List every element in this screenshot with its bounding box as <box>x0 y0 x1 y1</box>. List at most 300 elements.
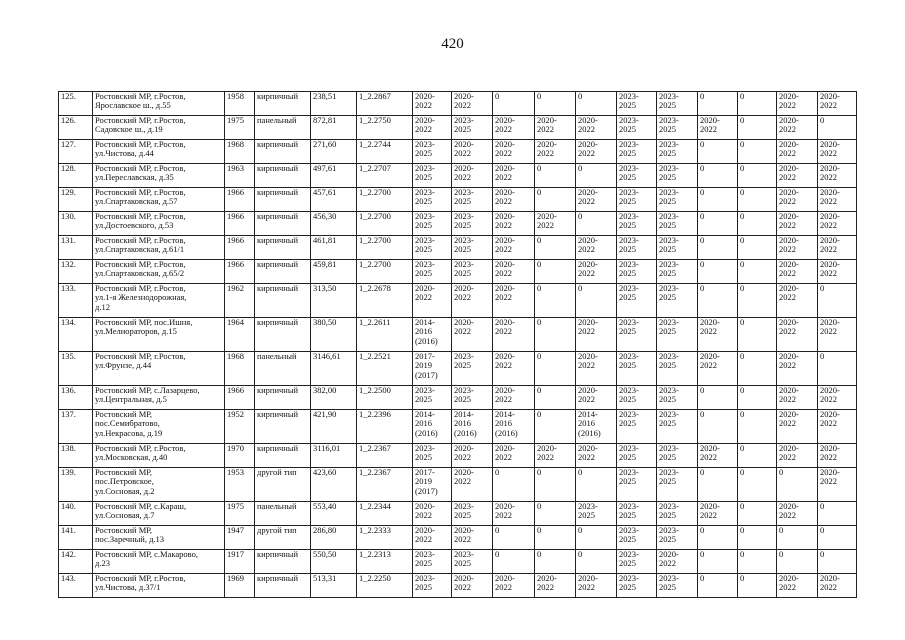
table-row <box>59 140 857 164</box>
table-cell: 2023- 2025 <box>452 212 493 236</box>
table-cell: панельный <box>255 116 311 140</box>
table-cell: 0 <box>576 284 617 318</box>
table-cell: 421,90 <box>311 410 357 444</box>
page-number: 420 <box>441 36 464 52</box>
table-cell: 2023- 2025 <box>617 164 657 188</box>
table-cell: 2020- 2022 <box>413 502 452 526</box>
table-cell: 1947 <box>225 526 255 550</box>
table-cell: 2023- 2025 <box>617 526 657 550</box>
table-cell: 2020- 2022 <box>698 352 738 386</box>
table-cell: 2023- 2025 <box>657 574 698 598</box>
table-cell: 1_2.2367 <box>357 468 413 502</box>
table-cell: 136. <box>59 386 93 410</box>
table-cell: 127. <box>59 140 93 164</box>
table-cell: 2020- 2022 <box>818 410 857 444</box>
table-cell: 0 <box>535 410 576 444</box>
table-cell: Ростовский МР, г.Ростов, ул.Чистова, д.44 <box>93 140 225 164</box>
table-cell: 382,00 <box>311 386 357 410</box>
table-cell: 2020- 2022 <box>576 188 617 212</box>
table-cell: 1_2.2367 <box>357 444 413 468</box>
table-cell: 2020- 2022 <box>413 284 452 318</box>
table-cell: 137. <box>59 410 93 444</box>
table-cell: 2014- 2016 (2016) <box>493 410 535 444</box>
table-cell: 2020- 2022 <box>777 140 818 164</box>
table-cell: 2020- 2022 <box>413 92 452 116</box>
table-cell: 2020- 2022 <box>777 352 818 386</box>
table-cell: 2020- 2022 <box>493 236 535 260</box>
table-cell: кирпичный <box>255 236 311 260</box>
table-cell: другой тип <box>255 526 311 550</box>
table-cell: 0 <box>738 550 777 574</box>
table-cell: Ростовский МР, г.Ростов, ул.Спартаковская, д.57 <box>93 188 225 212</box>
table-cell: 286,80 <box>311 526 357 550</box>
table-cell: 2020- 2022 <box>493 116 535 140</box>
table-cell: 0 <box>818 284 857 318</box>
table-cell: 2023- 2025 <box>452 386 493 410</box>
table-cell: 0 <box>576 550 617 574</box>
table-cell: 1964 <box>225 318 255 352</box>
table-cell: 2023- 2025 <box>617 574 657 598</box>
table-cell: 313,50 <box>311 284 357 318</box>
table-cell: 2023- 2025 <box>576 502 617 526</box>
table-cell: 1966 <box>225 212 255 236</box>
table-cell: 0 <box>576 212 617 236</box>
table-cell: кирпичный <box>255 92 311 116</box>
table-cell: 1917 <box>225 550 255 574</box>
table-cell: 125. <box>59 92 93 116</box>
table-cell: 1966 <box>225 188 255 212</box>
table-cell: 2020- 2022 <box>777 502 818 526</box>
table-cell: 2014- 2016 (2016) <box>576 410 617 444</box>
table-cell: 133. <box>59 284 93 318</box>
table-cell: Ростовский МР, г.Ростов, ул.Чистова, д.37/1 <box>93 574 225 598</box>
table-cell: кирпичный <box>255 550 311 574</box>
table-cell: 0 <box>576 164 617 188</box>
table-row <box>59 92 857 116</box>
table-cell: 2014- 2016 (2016) <box>413 318 452 352</box>
table-cell: 0 <box>818 550 857 574</box>
table-cell: 0 <box>777 526 818 550</box>
table-cell: 130. <box>59 212 93 236</box>
table-cell: 2020- 2022 <box>818 574 857 598</box>
table-cell: 0 <box>535 164 576 188</box>
table-row <box>59 502 857 526</box>
table-cell: 0 <box>535 318 576 352</box>
table-cell: 2020- 2022 <box>818 386 857 410</box>
table-body <box>59 92 857 598</box>
table-cell: 0 <box>818 116 857 140</box>
table-cell: Ростовский МР, г.Ростов, ул.Спартаковская, д.65/2 <box>93 260 225 284</box>
table-cell: 2023- 2025 <box>413 236 452 260</box>
table-cell: 2020- 2022 <box>818 140 857 164</box>
table-row <box>59 386 857 410</box>
table-cell: кирпичный <box>255 212 311 236</box>
table-cell: 2020- 2022 <box>777 410 818 444</box>
table-cell: 2020- 2022 <box>818 468 857 502</box>
table-cell: 0 <box>738 410 777 444</box>
table-cell: кирпичный <box>255 260 311 284</box>
table-cell: 2020- 2022 <box>493 284 535 318</box>
table-cell: 0 <box>738 164 777 188</box>
table-cell: 0 <box>818 502 857 526</box>
table-cell: 2023- 2025 <box>452 502 493 526</box>
table-cell: 0 <box>738 502 777 526</box>
table-cell: 2023- 2025 <box>657 284 698 318</box>
table-cell: 2020- 2022 <box>493 444 535 468</box>
table-cell: 2020- 2022 <box>818 318 857 352</box>
table-cell: 553,40 <box>311 502 357 526</box>
table-cell: 0 <box>535 188 576 212</box>
table-cell: 3146,61 <box>311 352 357 386</box>
table-cell: 2020- 2022 <box>452 140 493 164</box>
table-cell: 0 <box>698 140 738 164</box>
table-cell: 1_2.2313 <box>357 550 413 574</box>
table-row <box>59 318 857 352</box>
table-cell: 2020- 2022 <box>493 502 535 526</box>
table-cell: 0 <box>818 352 857 386</box>
table-cell: 0 <box>535 352 576 386</box>
table-cell: 2023- 2025 <box>657 260 698 284</box>
table-cell: 2020- 2022 <box>818 212 857 236</box>
table-cell: 2020- 2022 <box>535 574 576 598</box>
table-cell: 0 <box>738 116 777 140</box>
table-cell: 139. <box>59 468 93 502</box>
table-cell: 0 <box>493 468 535 502</box>
table-cell: 2020- 2022 <box>777 260 818 284</box>
table-cell: 457,61 <box>311 188 357 212</box>
table-cell: 2023- 2025 <box>452 236 493 260</box>
table-cell: 0 <box>535 260 576 284</box>
table-cell: 141. <box>59 526 93 550</box>
table-cell: 3116,01 <box>311 444 357 468</box>
table-cell: 550,50 <box>311 550 357 574</box>
table-cell: 2023- 2025 <box>657 468 698 502</box>
table-cell: 2017- 2019 (2017) <box>413 468 452 502</box>
table-row <box>59 116 857 140</box>
table-cell: 0 <box>698 386 738 410</box>
table-cell: 2020- 2022 <box>657 550 698 574</box>
table-cell: 0 <box>698 188 738 212</box>
table-cell: 2023- 2025 <box>617 236 657 260</box>
table-cell: 2023- 2025 <box>617 502 657 526</box>
table-cell: 0 <box>493 526 535 550</box>
table-cell: 2023- 2025 <box>413 386 452 410</box>
table-cell: 459,81 <box>311 260 357 284</box>
table-cell: Ростовский МР, с.Караш, ул.Сосновая, д.7 <box>93 502 225 526</box>
table-cell: Ростовский МР, г.Ростов, ул.Переславская, д.35 <box>93 164 225 188</box>
table-cell: Ростовский МР, с.Макарово, д.23 <box>93 550 225 574</box>
table-cell: 872,81 <box>311 116 357 140</box>
table-cell: 1_2.2744 <box>357 140 413 164</box>
table-cell: 2020- 2022 <box>452 574 493 598</box>
table-cell: 1963 <box>225 164 255 188</box>
table-cell: 2023- 2025 <box>413 140 452 164</box>
table-cell: 0 <box>535 284 576 318</box>
table-cell: 238,51 <box>311 92 357 116</box>
table-cell: 2020- 2022 <box>818 444 857 468</box>
table-cell: 497,61 <box>311 164 357 188</box>
table-cell: кирпичный <box>255 386 311 410</box>
table-row <box>59 352 857 386</box>
table-cell: 2023- 2025 <box>657 92 698 116</box>
table-cell: панельный <box>255 352 311 386</box>
table-cell: Ростовский МР, г.Ростов, ул.Фрунзе, д.44 <box>93 352 225 386</box>
table-cell: 1_2.2333 <box>357 526 413 550</box>
table-cell: 2020- 2022 <box>576 444 617 468</box>
table-cell: 2020- 2022 <box>452 164 493 188</box>
table-cell: 0 <box>698 236 738 260</box>
table-cell: 1_2.2867 <box>357 92 413 116</box>
table-cell: 2023- 2025 <box>657 318 698 352</box>
table-cell: 1953 <box>225 468 255 502</box>
table-cell: 2020- 2022 <box>576 352 617 386</box>
table-cell: 1962 <box>225 284 255 318</box>
table-cell: 0 <box>738 468 777 502</box>
table-cell: 2020- 2022 <box>698 444 738 468</box>
table-cell: 0 <box>738 236 777 260</box>
table-cell: 2023- 2025 <box>413 212 452 236</box>
table-cell: 2014- 2016 (2016) <box>413 410 452 444</box>
table-cell: 2023- 2025 <box>617 352 657 386</box>
table-cell: 1966 <box>225 236 255 260</box>
table-cell: 2023- 2025 <box>452 116 493 140</box>
table-cell: кирпичный <box>255 188 311 212</box>
table-cell: кирпичный <box>255 284 311 318</box>
table-cell: 2017- 2019 (2017) <box>413 352 452 386</box>
table-cell: 2023- 2025 <box>617 410 657 444</box>
table-row <box>59 444 857 468</box>
table-cell: 0 <box>535 502 576 526</box>
table-cell: 2023- 2025 <box>413 444 452 468</box>
table-cell: 1_2.2396 <box>357 410 413 444</box>
table-cell: 2023- 2025 <box>413 574 452 598</box>
table-cell: 2020- 2022 <box>777 116 818 140</box>
table-cell: 2020- 2022 <box>493 260 535 284</box>
table-cell: 1958 <box>225 92 255 116</box>
table-cell: 2020- 2022 <box>818 260 857 284</box>
table-cell: 0 <box>777 550 818 574</box>
table-cell: 0 <box>698 468 738 502</box>
table-cell: 2020- 2022 <box>493 318 535 352</box>
table-cell: 0 <box>535 386 576 410</box>
housing-table <box>58 91 857 598</box>
table-cell: 143. <box>59 574 93 598</box>
table-cell: 456,30 <box>311 212 357 236</box>
table-cell: Ростовский МР, г.Ростов, ул.Спартаковская, д.61/1 <box>93 236 225 260</box>
table-cell: 2020- 2022 <box>493 140 535 164</box>
table-cell: 2020- 2022 <box>452 92 493 116</box>
table-cell: 1_2.2250 <box>357 574 413 598</box>
table-cell: 1_2.2700 <box>357 188 413 212</box>
table-cell: 0 <box>698 260 738 284</box>
table-cell: 0 <box>535 468 576 502</box>
table-cell: 2023- 2025 <box>617 550 657 574</box>
table-cell: 0 <box>698 212 738 236</box>
table-cell: 2020- 2022 <box>818 92 857 116</box>
table-cell: 2023- 2025 <box>452 550 493 574</box>
table-row <box>59 260 857 284</box>
table-cell: 2014- 2016 (2016) <box>452 410 493 444</box>
table-cell: Ростовский МР, пос.Ишня, ул.Мелиораторов, д.15 <box>93 318 225 352</box>
table-cell: Ростовский МР, г.Ростов, Садовское ш., д.19 <box>93 116 225 140</box>
table-cell: 1975 <box>225 502 255 526</box>
table-row <box>59 164 857 188</box>
table-cell: 2020- 2022 <box>576 386 617 410</box>
table-cell: другой тип <box>255 468 311 502</box>
table-cell: 2020- 2022 <box>452 318 493 352</box>
table-cell: 0 <box>576 92 617 116</box>
table-cell: 2023- 2025 <box>617 386 657 410</box>
table-cell: 2023- 2025 <box>657 410 698 444</box>
table-cell: 138. <box>59 444 93 468</box>
table-cell: 1_2.2707 <box>357 164 413 188</box>
table-cell: 0 <box>493 92 535 116</box>
table-cell: 1_2.2611 <box>357 318 413 352</box>
table-cell: 2023- 2025 <box>657 444 698 468</box>
table-cell: 2020- 2022 <box>452 444 493 468</box>
table-cell: 2020- 2022 <box>818 188 857 212</box>
table-cell: Ростовский МР, пос.Семибратово, ул.Некрасова, д.19 <box>93 410 225 444</box>
table-row <box>59 284 857 318</box>
table-cell: панельный <box>255 502 311 526</box>
table-cell: Ростовский МР, г.Ростов, ул.Московская, д.40 <box>93 444 225 468</box>
table-cell: 2020- 2022 <box>413 526 452 550</box>
table-cell: 2020- 2022 <box>452 468 493 502</box>
table-cell: 1975 <box>225 116 255 140</box>
table-cell: 271,60 <box>311 140 357 164</box>
table-cell: 2020- 2022 <box>493 188 535 212</box>
table-cell: 0 <box>535 92 576 116</box>
table-cell: 2023- 2025 <box>617 212 657 236</box>
table-cell: 2023- 2025 <box>657 164 698 188</box>
table-cell: кирпичный <box>255 444 311 468</box>
table-cell: Ростовский МР, пос.Петровское, ул.Сосновая, д.2 <box>93 468 225 502</box>
table-cell: 1_2.2344 <box>357 502 413 526</box>
table-cell: 2020- 2022 <box>576 574 617 598</box>
table-cell: 0 <box>576 468 617 502</box>
table-cell: 2023- 2025 <box>657 188 698 212</box>
table-cell: 0 <box>698 92 738 116</box>
table-cell: 2023- 2025 <box>657 212 698 236</box>
table-cell: 2023- 2025 <box>452 188 493 212</box>
table-cell: 2020- 2022 <box>818 236 857 260</box>
table-cell: 2023- 2025 <box>657 140 698 164</box>
table-cell: 0 <box>738 212 777 236</box>
table-cell: кирпичный <box>255 164 311 188</box>
table-cell: 0 <box>698 284 738 318</box>
table-row <box>59 526 857 550</box>
table-cell: 0 <box>738 92 777 116</box>
table-cell: 2020- 2022 <box>576 116 617 140</box>
table-cell: 132. <box>59 260 93 284</box>
table-cell: 461,81 <box>311 236 357 260</box>
table-cell: 2020- 2022 <box>452 284 493 318</box>
table-cell: 0 <box>698 410 738 444</box>
table-cell: 0 <box>738 140 777 164</box>
table-cell: 0 <box>818 526 857 550</box>
table-cell: 2020- 2022 <box>493 574 535 598</box>
table-cell: 128. <box>59 164 93 188</box>
table-cell: 2020- 2022 <box>493 164 535 188</box>
table-cell: 2023- 2025 <box>617 92 657 116</box>
table-cell: 0 <box>738 318 777 352</box>
table-cell: 2020- 2022 <box>777 444 818 468</box>
table-row <box>59 410 857 444</box>
table-cell: 135. <box>59 352 93 386</box>
table-cell: 2023- 2025 <box>617 444 657 468</box>
table-cell: 131. <box>59 236 93 260</box>
table-cell: 2023- 2025 <box>617 468 657 502</box>
table-cell: 2020- 2022 <box>777 236 818 260</box>
table-cell: 1_2.2521 <box>357 352 413 386</box>
table-row <box>59 550 857 574</box>
table-cell: 2023- 2025 <box>452 260 493 284</box>
table-cell: 1_2.2750 <box>357 116 413 140</box>
table-cell: 2020- 2022 <box>493 212 535 236</box>
table-cell: 1_2.2700 <box>357 212 413 236</box>
table-cell: 2020- 2022 <box>698 318 738 352</box>
table-cell: 2023- 2025 <box>617 140 657 164</box>
table-cell: 2020- 2022 <box>576 140 617 164</box>
table-cell: 2023- 2025 <box>657 502 698 526</box>
table-cell: 0 <box>535 550 576 574</box>
table-cell: 2020- 2022 <box>698 502 738 526</box>
table-cell: 2020- 2022 <box>698 116 738 140</box>
table-row <box>59 212 857 236</box>
table-cell: 2023- 2025 <box>657 386 698 410</box>
table-cell: Ростовский МР, г.Ростов, ул.1-я Железнодорожная, д.12 <box>93 284 225 318</box>
table-cell: 2020- 2022 <box>535 116 576 140</box>
table-cell: 2020- 2022 <box>777 318 818 352</box>
table-cell: 2023- 2025 <box>657 352 698 386</box>
table-cell: 1966 <box>225 260 255 284</box>
table-cell: 0 <box>576 526 617 550</box>
table-cell: 0 <box>738 260 777 284</box>
table-cell: 1_2.2500 <box>357 386 413 410</box>
table-row <box>59 574 857 598</box>
table-row <box>59 188 857 212</box>
table-cell: 2020- 2022 <box>493 352 535 386</box>
table-cell: 2023- 2025 <box>452 352 493 386</box>
table-cell: 2023- 2025 <box>617 116 657 140</box>
table-cell: 0 <box>698 526 738 550</box>
table-cell: 2020- 2022 <box>777 164 818 188</box>
table-cell: 2020- 2022 <box>777 386 818 410</box>
table-cell: 2020- 2022 <box>777 92 818 116</box>
table-cell: Ростовский МР, пос.Заречный, д.13 <box>93 526 225 550</box>
table-cell: 1969 <box>225 574 255 598</box>
table-cell: Ростовский МР, г.Ростов, ул.Достоевского, д.53 <box>93 212 225 236</box>
table-cell: 0 <box>738 386 777 410</box>
table-cell: 0 <box>738 284 777 318</box>
table-cell: 2023- 2025 <box>617 260 657 284</box>
table-cell: 129. <box>59 188 93 212</box>
table-cell: 2020- 2022 <box>576 260 617 284</box>
table-row <box>59 468 857 502</box>
table-cell: 2020- 2022 <box>777 212 818 236</box>
table-cell: 0 <box>738 352 777 386</box>
table-cell: 2020- 2022 <box>535 140 576 164</box>
table-cell: 0 <box>738 526 777 550</box>
table-cell: 2020- 2022 <box>576 318 617 352</box>
table-cell: 513,31 <box>311 574 357 598</box>
table-cell: 0 <box>738 574 777 598</box>
table-cell: 2020- 2022 <box>493 386 535 410</box>
table-cell: 423,60 <box>311 468 357 502</box>
table-cell: Ростовский МР, с.Лазарцево, ул.Центральная, д.5 <box>93 386 225 410</box>
table-cell: 2020- 2022 <box>777 574 818 598</box>
table-cell: 0 <box>738 188 777 212</box>
